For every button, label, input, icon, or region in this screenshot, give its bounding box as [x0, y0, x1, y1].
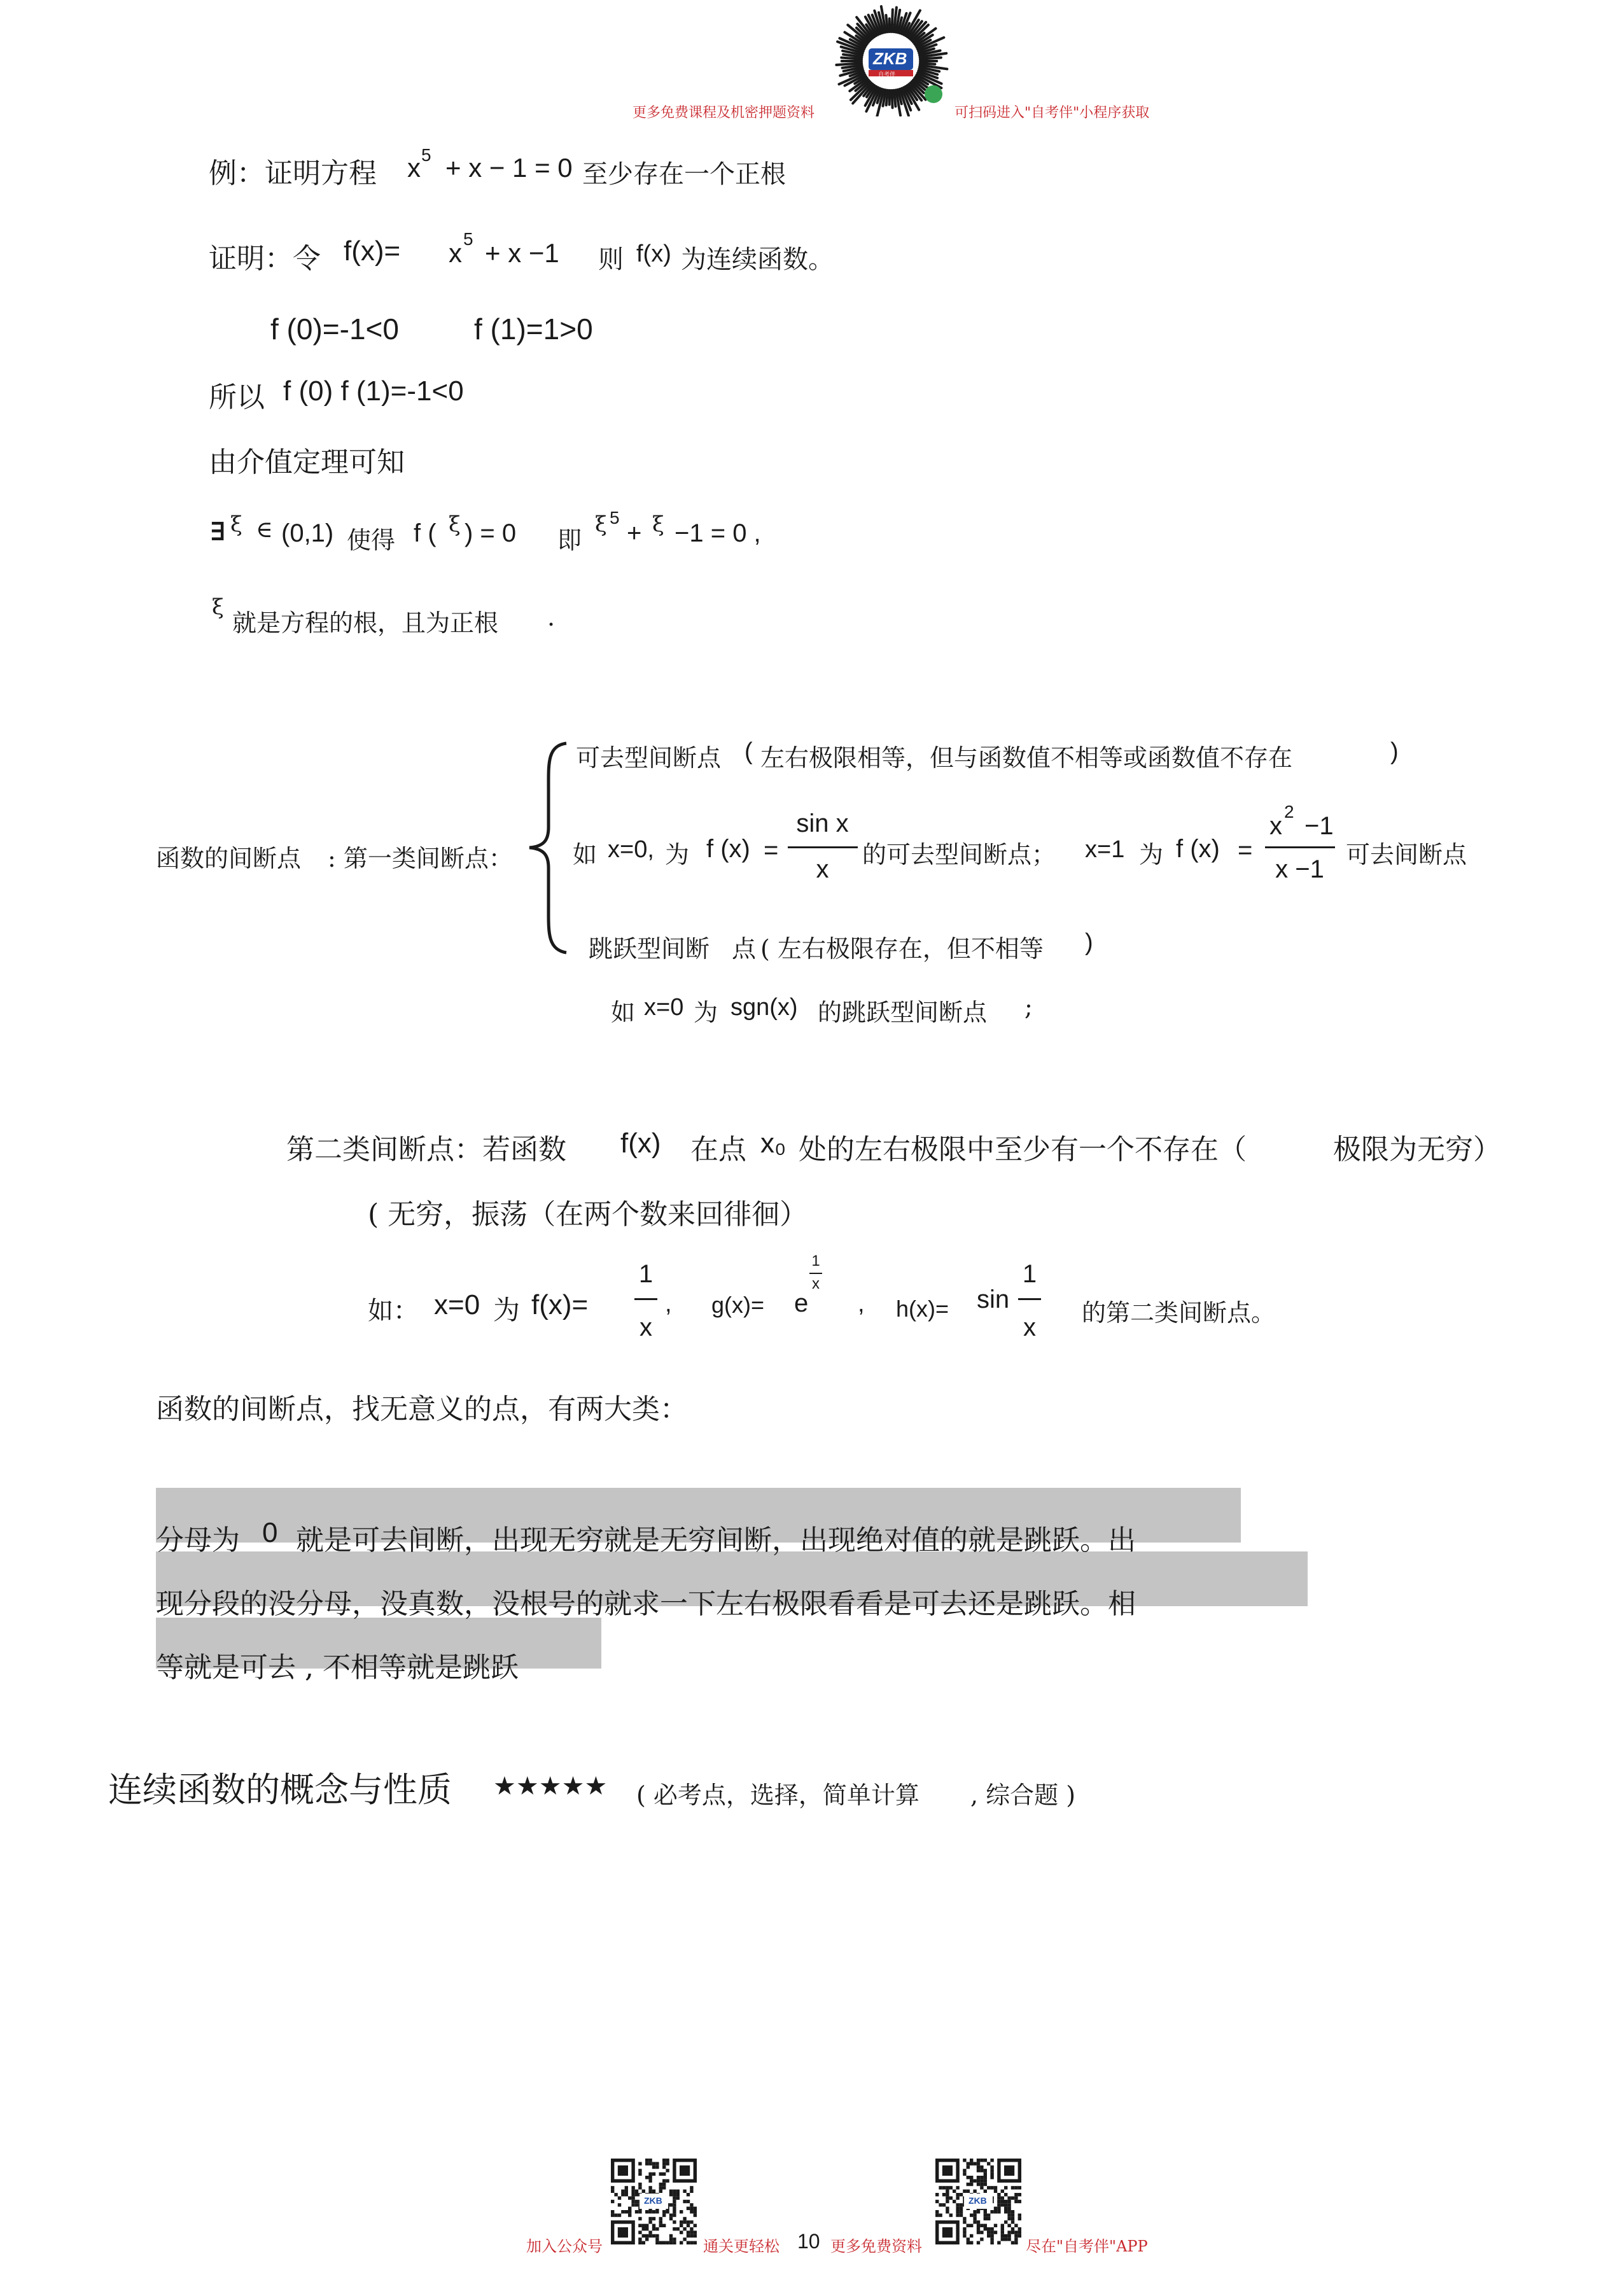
footer-right-caption-2: 尽在"自考伴"APP — [1026, 2237, 1148, 2255]
first-kind-label: : 第一类间断点： — [328, 844, 513, 872]
x2-denominator: x −1 — [1275, 855, 1324, 883]
x2-fraction-bar — [1265, 846, 1335, 848]
xi-symbol: ξ — [230, 512, 242, 537]
header-logo-text: ZKB — [873, 49, 907, 68]
h-fraction-bar — [1018, 1298, 1041, 1300]
second-kind-line1-b: 在点 — [690, 1133, 746, 1166]
proof-line5-plus: + — [627, 519, 642, 547]
proof-line1-fx: f(x)= — [344, 235, 401, 267]
proof-line3-prefix: 所以 — [209, 381, 265, 414]
element-of-symbol: ∈ — [256, 517, 273, 543]
jump-close: ) — [1085, 929, 1093, 956]
jump-label: 跳跃型间断 — [589, 935, 710, 963]
summary-hl2: 现分段的没分母，没真数，没根号的就求一下左右极限看看是可去还是跳跃。相 — [156, 1588, 1136, 1620]
importance-stars: ★★★★★ — [493, 1772, 608, 1801]
f-numerator: 1 — [638, 1260, 654, 1288]
g-base-e: e — [794, 1289, 809, 1317]
h-sin: sin — [977, 1285, 1010, 1313]
summary-line: 函数的间断点，找无意义的点，有两大类： — [156, 1393, 688, 1425]
second-kind-ex-gx: g(x)= — [711, 1292, 765, 1318]
f-denominator: x — [640, 1313, 652, 1341]
jump-example-suffix: 的跳跃型间断点 — [818, 998, 988, 1026]
second-kind-line1-fx: f(x) — [620, 1128, 661, 1159]
sinx-fraction-bar — [788, 846, 858, 848]
removable-desc: 左右极限相等，但与函数值不相等或函数值不存在 — [760, 744, 1293, 772]
proof-line1-rest: + x −1 — [485, 238, 559, 268]
second-kind-ex-prefix: 如： — [368, 1296, 419, 1326]
removable-paren-open: ( — [745, 738, 753, 765]
footer-qr-logo-left: ZKB — [644, 2195, 662, 2206]
second-kind-line2: ( 无穷，振荡（在两个数来回徘徊） — [368, 1198, 808, 1231]
xi-symbol-2: ξ — [449, 512, 461, 537]
proof-line6-text: 就是方程的根，且为正根 — [232, 609, 499, 637]
removable-example2-fx: f (x) — [1176, 835, 1220, 863]
section-title: 连续函数的概念与性质 — [108, 1770, 452, 1810]
footer-qr-logo-right: ZKB — [968, 2195, 987, 2206]
jump-example-prefix: 如 — [611, 998, 636, 1026]
jump-label-2: 点 — [732, 935, 757, 963]
second-kind-ex-x0: x=0 — [434, 1289, 480, 1320]
proof-line1-exp: 5 — [463, 229, 473, 249]
proof-line5-eq: ) = 0 — [465, 519, 517, 547]
second-kind-comma1: , — [665, 1291, 672, 1317]
discontinuity-label: 函数的间断点 — [156, 844, 302, 872]
x2-num-base: x — [1269, 812, 1282, 840]
page-number: 10 — [797, 2230, 820, 2253]
example-prefix: 例：证明方程 — [209, 157, 377, 190]
g-exp-fraction-bar — [809, 1273, 822, 1274]
footer-right-caption-1: 更多免费资料 — [830, 2237, 922, 2255]
second-kind-comma2: , — [858, 1291, 865, 1317]
footer-mid-caption: 通关更轻松 — [703, 2237, 780, 2255]
proof-line5-such: 使得 — [347, 526, 396, 554]
proof-line2-b: f (1)=1>0 — [474, 312, 593, 346]
second-kind-line1-a: 第二类间断点：若函数 — [286, 1133, 566, 1166]
second-kind-line1-x0: x₀ — [760, 1128, 787, 1159]
jump-example-for: 为 — [694, 998, 718, 1026]
proof-line1-fx2: f(x) — [636, 241, 671, 267]
proof-line5-ie: 即 — [557, 526, 582, 554]
proof-line1-then: 则 — [598, 245, 624, 274]
summary-hl1-zero: 0 — [262, 1517, 278, 1548]
proof-line1-prefix: 证明：令 — [209, 242, 321, 275]
removable-example-for: 为 — [665, 841, 690, 869]
removable-example-suffix: 的可去型间断点； — [862, 841, 1056, 869]
footer-left-caption: 加入公众号 — [526, 2237, 603, 2255]
removable-label: 可去型间断点 — [576, 744, 722, 772]
xi-symbol-3: ξ — [595, 512, 607, 537]
proof-line6-dot: . — [547, 603, 556, 631]
section-note-2: , 综合题 ) — [970, 1781, 1076, 1809]
jump-example-x: x=0 — [644, 994, 684, 1021]
proof-line5-f: f ( — [414, 519, 437, 547]
removable-example-x0: x=0, — [608, 836, 654, 863]
removable-example-prefix: 如 — [573, 841, 598, 869]
removable-example2-eq: = — [1238, 836, 1253, 864]
exists-symbol: ∃ — [210, 517, 226, 547]
second-kind-ex-fx: f(x)= — [531, 1289, 589, 1320]
curly-brace — [522, 738, 579, 958]
second-kind-line1-c: 处的左右极限中至少有一个不存在（ — [799, 1133, 1247, 1166]
second-kind-line1-d: 极限为无穷） — [1333, 1133, 1501, 1166]
section-note: ( 必考点，选择，简单计算 — [636, 1781, 919, 1809]
example-eq-base: x — [407, 153, 421, 183]
removable-example2-x1: x=1 — [1085, 836, 1125, 863]
proof-line2-a: f (0)=-1<0 — [270, 312, 399, 346]
proof-line3-math: f (0) f (1)=-1<0 — [283, 375, 464, 407]
removable-example-fx: f (x) — [706, 835, 750, 863]
sinx-numerator: sin x — [796, 809, 849, 837]
summary-hl1-b: 就是可去间断，出现无穷就是无穷间断，出现绝对值的就是跳跃。出 — [296, 1524, 1136, 1557]
g-exp-numerator: 1 — [811, 1252, 820, 1270]
removable-example2-suffix: 可去间断点 — [1346, 841, 1467, 869]
h-denominator: x — [1023, 1313, 1036, 1341]
example-suffix: 至少存在一个正根 — [582, 160, 786, 189]
removable-example-eq: = — [764, 836, 779, 864]
proof-line5-interval: (0,1) — [281, 519, 334, 547]
x2-num-exp: 2 — [1284, 802, 1294, 822]
jump-desc: ( 左右极限存在，但不相等 — [760, 935, 1044, 963]
sinx-denominator: x — [816, 855, 829, 883]
header-left-caption: 更多免费课程及机密押题资料 — [633, 105, 815, 121]
jump-example-semicolon: ; — [1024, 993, 1033, 1021]
xi-symbol-4: ξ — [652, 512, 664, 537]
proof-line5-exp: 5 — [610, 508, 620, 528]
proof-line1-suffix: 为连续函数。 — [681, 245, 834, 274]
jump-example-fn: sgn(x) — [731, 994, 798, 1021]
example-eq-rest: + x − 1 = 0 — [445, 153, 573, 183]
g-exp-denominator: x — [812, 1275, 820, 1292]
second-kind-ex-suffix: 的第二类间断点。 — [1082, 1299, 1276, 1327]
second-kind-ex-for: 为 — [493, 1294, 521, 1326]
h-numerator: 1 — [1022, 1260, 1037, 1288]
example-eq-exp: 5 — [421, 145, 431, 165]
second-kind-ex-hx: h(x)= — [896, 1296, 949, 1322]
summary-hl3: 等就是可去 , 不相等就是跳跃 — [156, 1651, 519, 1684]
f-fraction-bar — [634, 1298, 657, 1300]
proof-line1-base: x — [449, 238, 462, 268]
x2-num-rest: −1 — [1304, 812, 1334, 840]
header-logo-subtext: 自考伴 — [878, 71, 896, 78]
proof-line5-rest: −1 = 0 , — [675, 519, 761, 547]
summary-hl1-a: 分母为 — [156, 1524, 240, 1557]
removable-example2-for: 为 — [1139, 841, 1164, 869]
xi-symbol-5: ξ — [212, 594, 224, 620]
header-right-caption: 可扫码进入"自考伴"小程序获取 — [954, 105, 1150, 121]
removable-paren-close: ) — [1390, 738, 1399, 765]
proof-line4: 由介值定理可知 — [209, 446, 405, 479]
